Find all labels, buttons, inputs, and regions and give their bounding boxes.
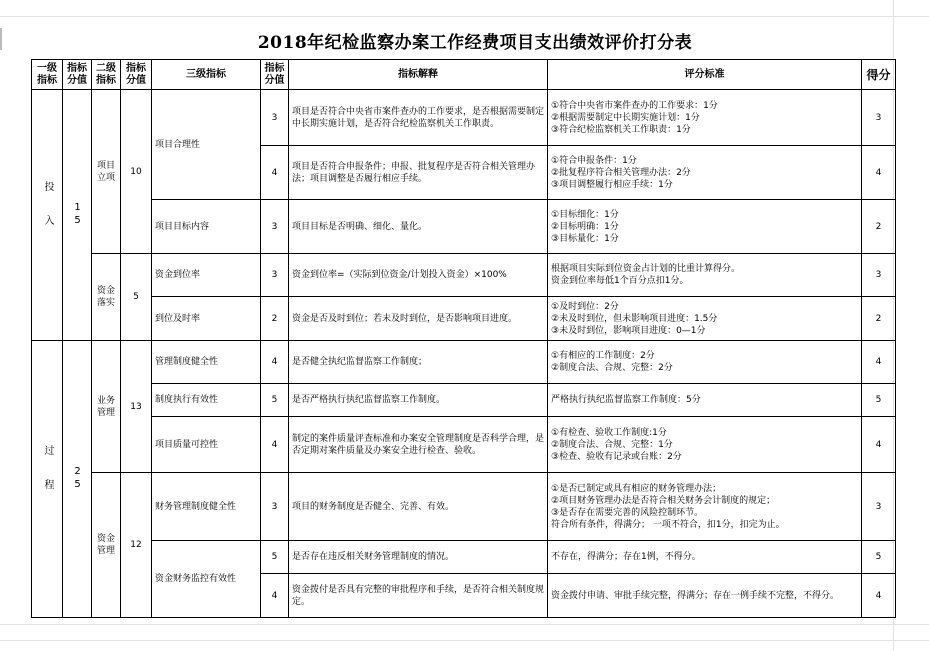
level1-input-cell [32,90,63,341]
header-level3: 三级指标 [152,60,261,90]
explain-cell: 是否存在违反相关财务管理制度的情况。 [289,541,548,574]
score-cell: 5 [862,541,896,574]
score-cell: 4 [862,341,896,384]
standard-cell: ①符合中央省市案件查办的工作要求：1分 ②根据需要制定中长期实施计划：1分 ③符合纪检监察机关工作职责：1分 [548,90,862,146]
table-row [32,254,896,297]
level1-process-cell [32,341,63,618]
explain-cell: 资金拨付是否具有完整的审批程序和手续，是否符合相关制度规定。 [289,574,548,618]
level3-cell: 管理制度健全性 [152,341,261,384]
explain-cell: 资金到位率=（实际到位资金/计划投入资金）×100% [289,254,548,297]
level3-score-cell: 3 [261,90,289,146]
explain-cell: 项目的财务制度是否健全、完善、有效。 [289,473,548,541]
table-row [32,341,896,384]
level3-cell: 项目质量可控性 [152,417,261,473]
level3-cell: 到位及时率 [152,297,261,341]
score-cell: 3 [862,254,896,297]
explain-cell: 制定的案件质量评查标准和办案安全管理制度是否科学合理，是否定期对案件质量及办案安全进行检查、验收。 [289,417,548,473]
level3-score-cell: 5 [261,384,289,417]
explain-cell: 是否严格执行执纪监督监察工作制度。 [289,384,548,417]
level3-score-cell: 5 [261,541,289,574]
level3-score-cell: 3 [261,473,289,541]
level3-score-cell: 2 [261,297,289,341]
level1-score: 15 [72,202,83,228]
header-score2: 指标分值 [121,60,152,90]
gridline [0,624,929,625]
gridline [0,16,929,17]
table-row [32,473,896,541]
explain-cell: 项目是否符合申报条件；申报、批复程序是否符合相关管理办法；项目调整是否履行相应手续。 [289,146,548,200]
header-score3: 指标分值 [261,60,289,90]
level2-label: 项目立项 [96,160,115,183]
level2-project-setup-score: 10 [121,90,152,254]
level2-fund-cell [92,254,121,341]
standard-cell: 资金拨付申请、审批手续完整，得满分；存在一例手续不完整，不得分。 [548,574,862,618]
header-explain: 指标解释 [289,60,548,90]
level3-score-cell: 3 [261,254,289,297]
level2-label: 业务管理 [96,395,115,418]
explain-cell: 项目是否符合中央省市案件查办的工作要求，是否根据需要制定中长期实施计划，是否符合纪检监察机关工作职责。 [289,90,548,146]
standard-cell: ①符合申报条件：1分 ②批复程序符合相关管理办法：2分 ③项目调整履行相应手续：1分 [548,146,862,200]
level1-label: 过程 [42,445,53,513]
header-score1: 指标分值 [63,60,92,90]
table-row [32,541,896,574]
table-row [32,384,896,417]
header-score: 得分 [862,60,896,90]
standard-cell: 不存在，得满分；存在1例，不得分。 [548,541,862,574]
level1-label: 投入 [42,181,53,249]
level2-project-setup-cell [92,90,121,254]
score-cell: 3 [862,473,896,541]
level2-label: 资金管理 [96,534,115,556]
header-level2: 二级指标 [92,60,121,90]
level1-process-score-cell [63,341,92,618]
score-cell: 2 [862,297,896,341]
page-title: 2018年纪检监察办案工作经费项目支出绩效评价打分表 [257,32,693,53]
level3-score-cell: 3 [261,200,289,254]
level3-score-cell: 4 [261,341,289,384]
explain-cell: 项目目标是否明确、细化、量化。 [289,200,548,254]
score-table-container [31,59,896,618]
level3-cell: 资金财务监控有效性 [152,541,261,618]
level3-cell: 项目目标内容 [152,200,261,254]
level3-score-cell: 4 [261,417,289,473]
level2-fund-score: 5 [121,254,152,341]
score-cell: 2 [862,200,896,254]
score-cell: 5 [862,384,896,417]
level3-cell: 财务管理制度健全性 [152,473,261,541]
level3-score-cell: 4 [261,146,289,200]
header-level1: 一级指标 [32,60,63,90]
level3-score-cell: 4 [261,574,289,618]
level2-label: 资金落实 [96,286,115,308]
table-row [32,90,896,146]
table-row [32,200,896,254]
level3-cell: 制度执行有效性 [152,384,261,417]
standard-cell: ①是否已制定或具有相应的财务管理办法； ②项目财务管理办法是否符合相关财务会计制度的规定； ③是否存在需要完善的风险控制环节。 符合所有条件，得满分； 一项不符合，扣1分，扣完为止。 [548,473,862,541]
row-header-edge [0,28,2,50]
score-cell: 4 [862,146,896,200]
standard-cell: ①有检查、验收工作制度:1分 ②制度合法、合规、完整：1分 ③检查、验收有记录或台账：2分 [548,417,862,473]
explain-cell: 资金是否及时到位；若未及时到位，是否影响项目进度。 [289,297,548,341]
standard-cell: ①目标细化：1分 ②目标明确：1分 ③目标量化：1分 [548,200,862,254]
standard-cell: ①及时到位：2分 ②未及时到位，但未影响项目进度：1.5分 ③未及时到位，影响项目进度：0—1分 [548,297,862,341]
level1-input-score-cell [63,90,92,341]
standard-cell: ①有相应的工作制度：2分 ②制度合法、合规、完整：2分 [548,341,862,384]
gridline [0,640,929,641]
level3-cell: 项目合理性 [152,90,261,200]
score-cell: 4 [862,417,896,473]
table-row [32,297,896,341]
standard-cell: 根据项目实际到位资金占计划的比重计算得分。 资金到位率每低1个百分点扣1分。 [548,254,862,297]
level2-finance-cell [92,473,121,618]
level2-business-cell [92,341,121,473]
header-row [32,60,896,90]
score-table [31,59,896,618]
score-cell: 4 [862,574,896,618]
standard-cell: 严格执行执纪监督监察工作制度：5分 [548,384,862,417]
explain-cell: 是否健全执纪监督监察工作制度； [289,341,548,384]
level2-finance-score: 12 [121,473,152,618]
level3-cell: 资金到位率 [152,254,261,297]
level1-score: 25 [72,466,83,492]
table-row [32,417,896,473]
level2-business-score: 13 [121,341,152,473]
header-standard: 评分标准 [548,60,862,90]
score-cell: 3 [862,90,896,146]
